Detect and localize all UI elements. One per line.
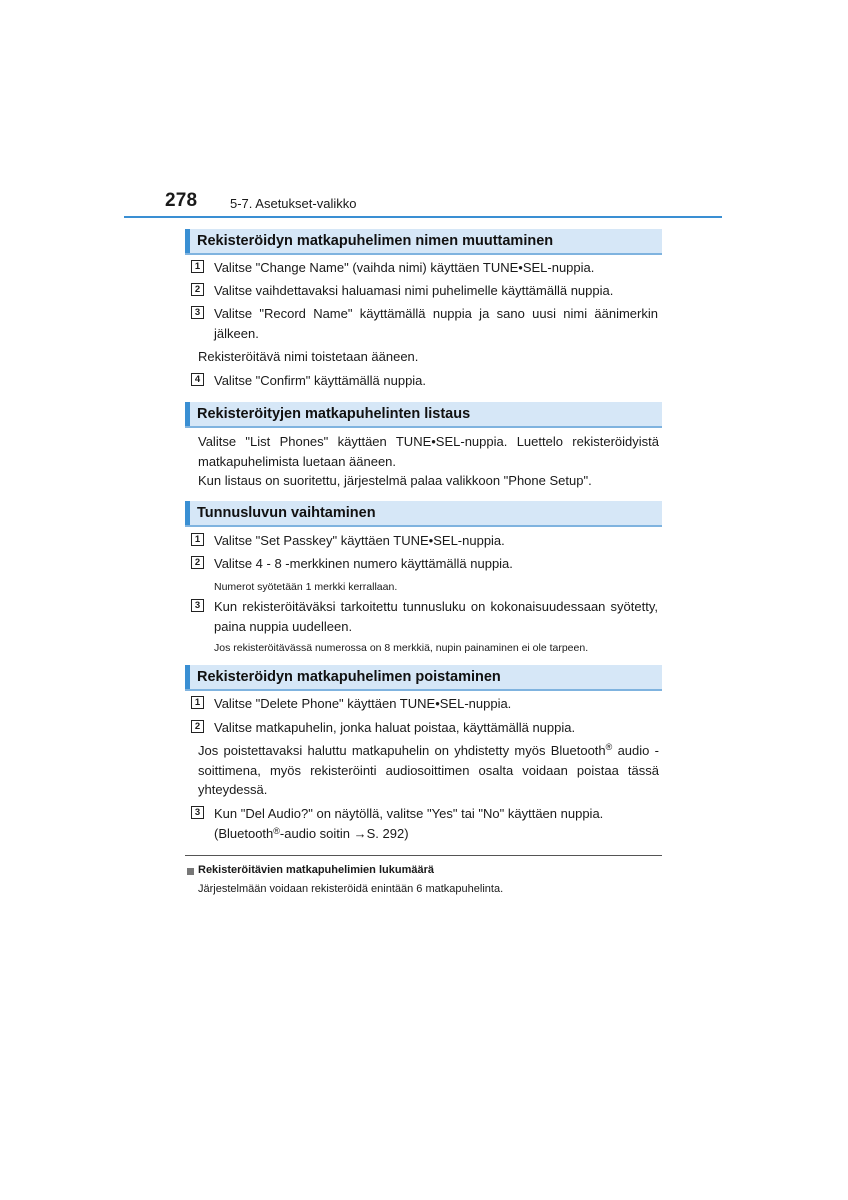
step-text-c: -audio soitin →S. 292) bbox=[279, 826, 409, 841]
note-bullet-icon bbox=[187, 868, 194, 875]
chapter-title: 5-7. Asetukset-valikko bbox=[230, 196, 357, 211]
registered-mark: ® bbox=[273, 826, 280, 836]
step-number: 1 bbox=[191, 260, 204, 273]
section-heading-passkey bbox=[185, 501, 662, 527]
section-heading-text: Rekisteröidyn matkapuhelimen nimen muuttaminen bbox=[197, 233, 554, 249]
step-number: 2 bbox=[191, 283, 204, 296]
paragraph bbox=[198, 741, 659, 800]
step-text: Valitse "Set Passkey" käyttäen TUNE•SEL-nuppia. bbox=[214, 533, 505, 548]
step-text: Valitse matkapuhelin, jonka haluat poistaa, käyttämällä nuppia. bbox=[214, 720, 576, 735]
step-number: 4 bbox=[191, 373, 204, 386]
section-heading-text: Rekisteröidyn matkapuhelimen poistaminen bbox=[197, 669, 501, 685]
registered-mark: ® bbox=[605, 742, 613, 752]
step-number: 3 bbox=[191, 806, 204, 819]
step-number: 3 bbox=[191, 599, 204, 612]
header-rule bbox=[124, 216, 722, 218]
step-text: Valitse "Change Name" (vaihda nimi) käyttäen TUNE•SEL-nuppia. bbox=[214, 260, 595, 275]
step-number: 3 bbox=[191, 306, 204, 319]
step-small-note: Jos rekisteröitävässä numerossa on 8 merkkiä, nupin painaminen ei ole tarpeen. bbox=[214, 642, 589, 654]
step-text: Valitse vaihdettavaksi haluamasi nimi puhelimelle käyttämällä nuppia. bbox=[214, 283, 614, 298]
section-heading-text: Rekisteröityjen matkapuhelinten listaus bbox=[197, 406, 471, 422]
step-text bbox=[214, 804, 658, 844]
section-heading-list bbox=[185, 402, 662, 428]
step-text: Valitse "Confirm" käyttämällä nuppia. bbox=[214, 373, 427, 388]
step-text: Valitse "Delete Phone" käyttäen TUNE•SEL-nuppia. bbox=[214, 696, 512, 711]
section-heading-text: Tunnusluvun vaihtaminen bbox=[197, 505, 376, 521]
step-note: Rekisteröitävä nimi toistetaan ääneen. bbox=[198, 349, 419, 364]
paragraph-text-a: Jos poistettavaksi haluttu matkapuhelin on yhdistetty myös Bluetooth bbox=[198, 743, 606, 758]
step-text-b: (Bluetooth bbox=[214, 826, 274, 841]
step-number: 2 bbox=[191, 720, 204, 733]
section-heading-rename bbox=[185, 229, 662, 255]
step-number: 2 bbox=[191, 556, 204, 569]
note-title: Rekisteröitävien matkapuhelimien lukumäärä bbox=[198, 864, 434, 876]
page-number: 278 bbox=[165, 190, 198, 211]
step-text: Valitse 4 - 8 -merkkinen numero käyttämällä nuppia. bbox=[214, 556, 513, 571]
step-text: Kun rekisteröitäväksi tarkoitettu tunnusluku on kokonaisuudessaan syötetty, paina nuppia uudelleen. bbox=[214, 599, 658, 634]
step-text: Valitse "Record Name" käyttämällä nuppia ja sano uusi nimi äänimerkin jälkeen. bbox=[214, 306, 658, 341]
step-small-note: Numerot syötetään 1 merkki kerrallaan. bbox=[214, 581, 398, 593]
step-text-a: Kun "Del Audio?" on näytöllä, valitse "Yes" tai "No" käyttäen nuppia. bbox=[214, 806, 604, 821]
paragraph-text-b: audio -soittimena, myös rekisteröinti audiosoittimen osalta voidaan poistaa tässä yhteydessä. bbox=[198, 743, 659, 797]
paragraph: Kun listaus on suoritettu, järjestelmä palaa valikkoon "Phone Setup". bbox=[198, 473, 592, 488]
note-divider bbox=[185, 855, 662, 856]
paragraph: Valitse "List Phones" käyttäen TUNE•SEL-nuppia. Luettelo rekisteröidyistä matkapuhelimista luetaan ääneen. bbox=[198, 434, 659, 469]
step-number: 1 bbox=[191, 533, 204, 546]
step-number: 1 bbox=[191, 696, 204, 709]
section-heading-delete bbox=[185, 665, 662, 691]
note-text: Järjestelmään voidaan rekisteröidä enintään 6 matkapuhelinta. bbox=[198, 883, 504, 895]
